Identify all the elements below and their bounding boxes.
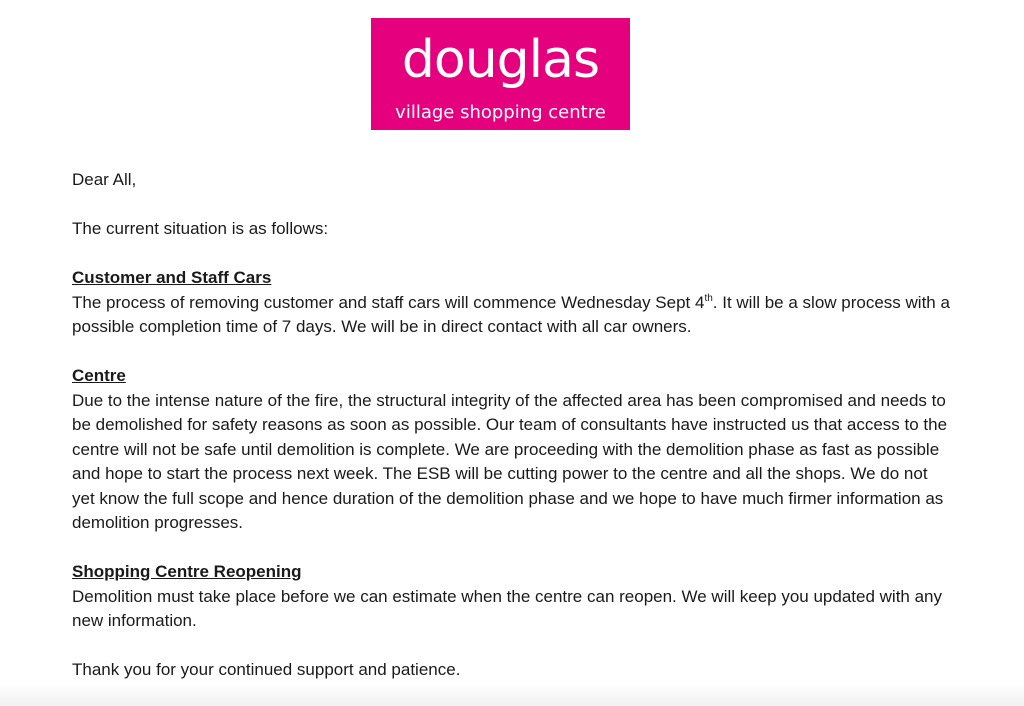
section-reopening: [72, 560, 952, 634]
greeting: Dear All,: [72, 170, 137, 189]
letter-body: [72, 168, 952, 706]
section-cars: [72, 266, 952, 340]
logo-brand-text: douglas: [401, 30, 600, 90]
section-heading-centre: Centre: [72, 366, 126, 385]
intro-line: The current situation is as follows:: [72, 219, 329, 238]
douglas-logo: [371, 18, 630, 130]
section-heading-reopening: Shopping Centre Reopening: [72, 562, 302, 581]
logo-tagline: village shopping centre: [395, 102, 606, 123]
section-heading-cars: Customer and Staff Cars: [72, 268, 272, 287]
section-body-cars-part1: The process of removing customer and staff cars will commence Wednesday Sept 4: [72, 292, 705, 312]
closing-line: Thank you for your continued support and patience.: [72, 660, 461, 679]
section-body-centre: Due to the intense nature of the fire, the structural integrity of the affected area has been compromised and needs to be demolished for safety reasons as soon as possible. Our team of consultants have instructed us that access to the centre will not be safe until demolition is complete. We are proceeding with the demolition phase as fast as possible and hope to start the process next week. The ESB will be cutting power to the centre and all the shops. We do not yet know the full scope and hence duration of the demolition phase and we hope to have much firmer information as demolition progresses.: [72, 390, 948, 532]
section-centre: [72, 364, 952, 536]
section-body-cars-part2: . It will be a slow process with a possible completion time of 7 days. We will be in direct contact with all car owners.: [72, 292, 950, 336]
ordinal-suffix: th: [704, 292, 713, 304]
section-body-reopening: Demolition must take place before we can estimate when the centre can reopen. We will keep you updated with any new information.: [72, 586, 943, 630]
page-bottom-shade: [0, 684, 1024, 706]
